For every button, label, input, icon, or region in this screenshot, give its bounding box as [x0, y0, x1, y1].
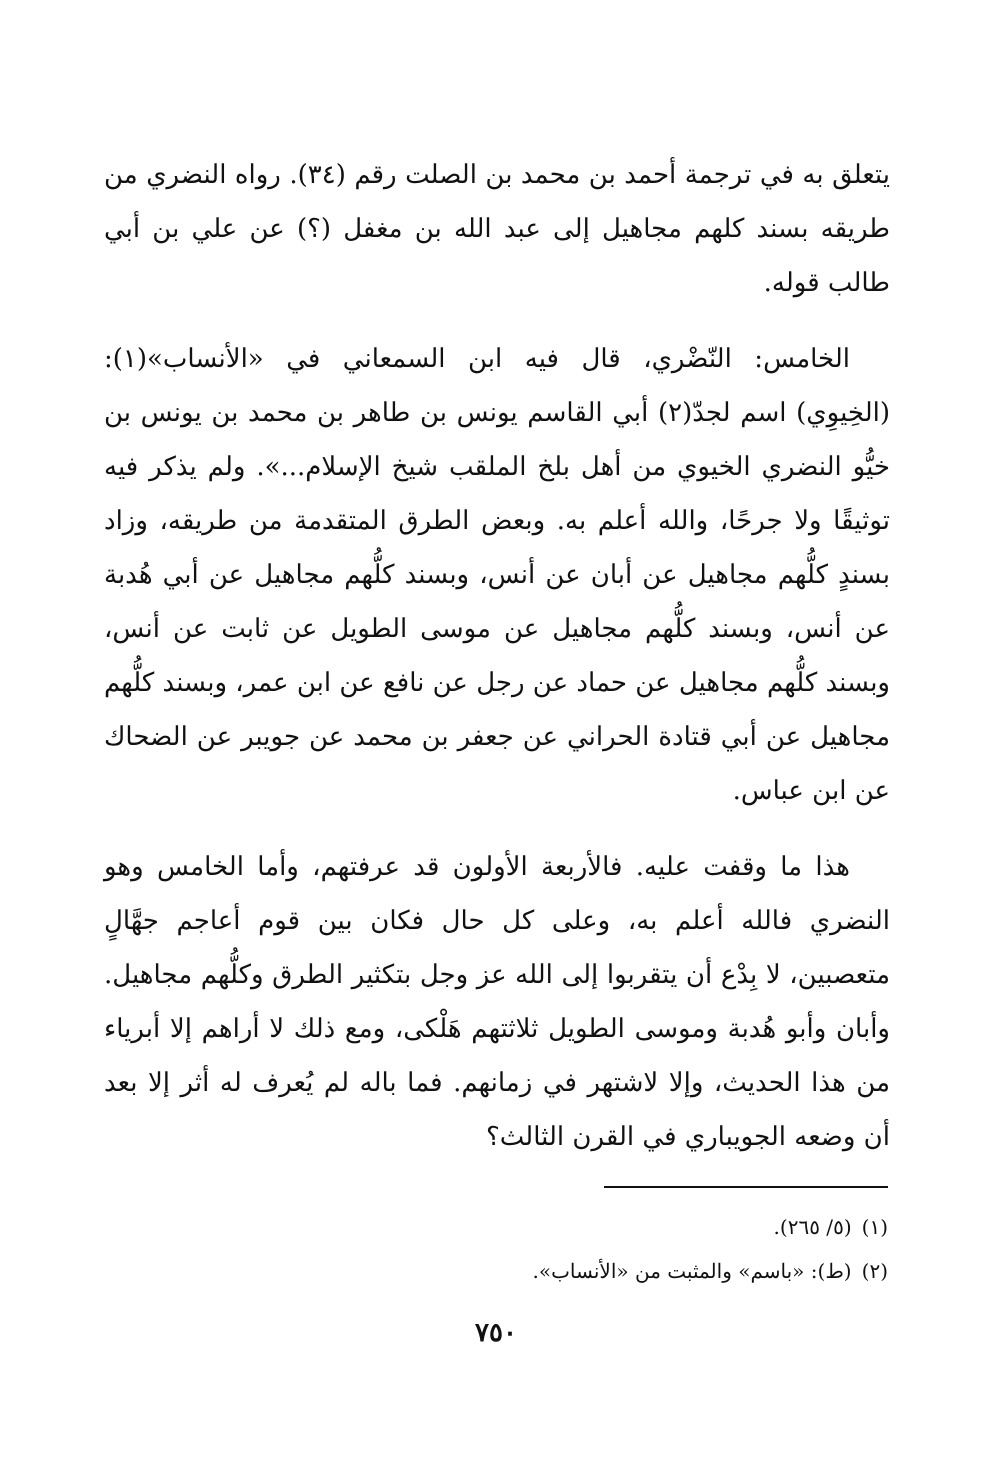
footnote-item: [102, 1208, 888, 1246]
footnote-text: (ط): «باسم» والمثبت من «الأنساب».: [532, 1259, 852, 1283]
paragraph-3: هذا ما وقفت عليه. فالأربعة الأولون قد عرفتهم، وأما الخامس وهو النضري فالله أعلم به، وعلى كل حال فكان بين قوم أعاجم جهَّالٍ متعصبين، لا بِدْع أن يتقربوا إلى الله عز وجل بتكثير الطرق وكلُّهم مجاهيل. وأبان وأبو هُدبة وموسى الطويل ثلاثتهم هَلْكى، ومع ذلك لا أراهم إلا أبرياء من هذا الحديث، وإلا لاشتهر في زمانهم. فما باله لم يُعرف له أثر إلا بعد أن وضعه الجويباري في القرن الثالث؟: [104, 852, 890, 1152]
footnote-item: [102, 1252, 888, 1290]
paragraph-2: الخامس: النّضْري، قال فيه ابن السمعاني في «الأنساب»(١): (الخِيوِي) اسم لجدّ(٢) أبي القاسم يونس بن طاهر بن محمد بن يونس بن خيُّو النضري الخيوي من أهل بلخ الملقب شيخ الإسلام...». ولم يذكر فيه توثيقًا ولا جرحًا، والله أعلم به. وبعض الطرق المتقدمة من طريقه، وزاد بسندٍ كلُّهم مجاهيل عن أبان عن أنس، وبسند كلُّهم مجاهيل عن أبي هُدبة عن أنس، وبسند كلُّهم مجاهيل عن موسى الطويل عن ثابت عن أنس، وبسند كلُّهم مجاهيل عن حماد عن رجل عن نافع عن ابن عمر، وبسند كلُّهم مجاهيل عن أبي قتادة الحراني عن جعفر بن محمد عن جويبر عن الضحاك عن ابن عباس.: [104, 344, 890, 806]
page-body: [104, 148, 890, 1164]
paragraph-gap: [104, 310, 890, 332]
footnote-divider: [604, 1186, 888, 1188]
paragraph-1: يتعلق به في ترجمة أحمد بن محمد بن الصلت رقم (٣٤). رواه النضري من طريقه بسند كلهم مجاهيل إلى عبد الله بن مغفل (؟) عن علي بن أبي طالب قوله.: [104, 160, 890, 298]
paragraph-gap: [104, 818, 890, 840]
footnote-number: (٢): [861, 1259, 888, 1283]
footnote-number: (١): [861, 1215, 888, 1239]
footnotes: [102, 1208, 888, 1296]
footnote-text: (٥/ ٢٦٥).: [773, 1215, 852, 1239]
page-number: ٧٥٠: [475, 1318, 517, 1348]
